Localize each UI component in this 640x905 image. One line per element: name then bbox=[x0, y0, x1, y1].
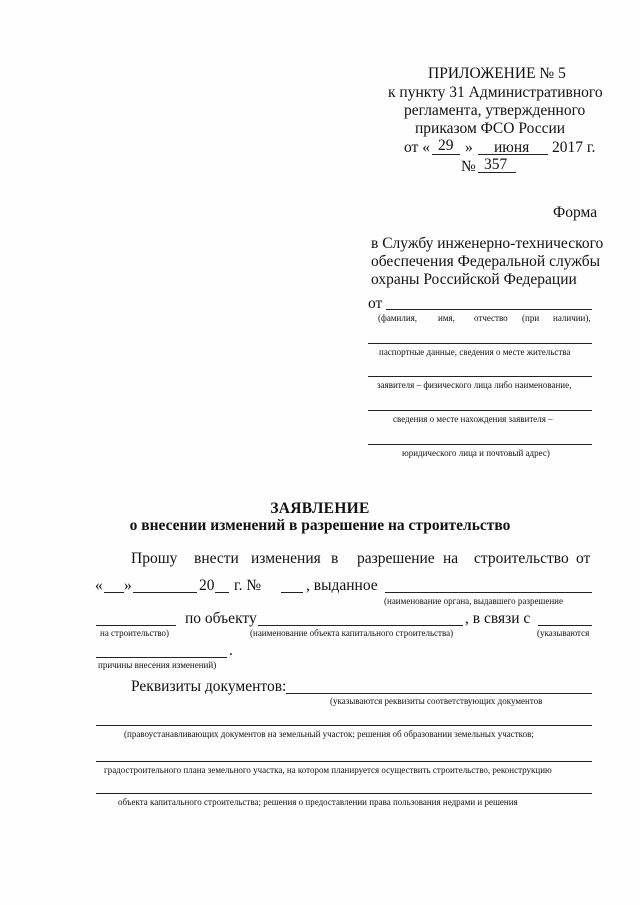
appendix-number: 357 bbox=[484, 156, 508, 173]
from-hint-2: паспортные данные, сведения о месте жительства bbox=[379, 347, 571, 357]
from-hint-1b: имя, bbox=[438, 313, 455, 323]
object-hint: (наименование объекта капитального строительства) bbox=[250, 628, 454, 638]
date-month-underline bbox=[478, 154, 548, 155]
from-hint-1e: наличии), bbox=[553, 313, 591, 323]
appendix-date-month: июня bbox=[494, 139, 530, 156]
reason-hint-continued: причины внесения изменений) bbox=[98, 660, 217, 670]
from-label: от bbox=[368, 295, 383, 312]
documents-hint-2: (правоустанавливающих документов на земельный участок; решения об образовании земельных участков; bbox=[124, 729, 534, 739]
documents-field-2[interactable] bbox=[96, 725, 592, 726]
from-hint-1c: отчество bbox=[474, 313, 508, 323]
appendix-date-day: 29 bbox=[438, 137, 454, 154]
statement-subtitle: о внесении изменений в разрешение на строительство bbox=[129, 517, 511, 534]
appendix-date-year: 2017 г. bbox=[552, 139, 596, 156]
appendix-date-mid: » bbox=[465, 139, 473, 156]
documents-hint-4: объекта капитального строительства; решения о предоставлении права пользования недрами и решения bbox=[118, 797, 518, 807]
form-label: Форма bbox=[553, 204, 598, 221]
request-word-2: внести bbox=[194, 550, 239, 567]
by-object-label: по объекту bbox=[185, 610, 257, 627]
year-prefix: 20 bbox=[199, 577, 215, 594]
issuer-field-continued[interactable] bbox=[96, 625, 176, 626]
year-suffix: г. № bbox=[234, 577, 262, 594]
addressee-line-1: в Службу инженерно-технического bbox=[371, 235, 604, 252]
from-line-2[interactable] bbox=[368, 343, 592, 344]
documents-field-4[interactable] bbox=[96, 793, 592, 794]
request-word-4: в bbox=[331, 550, 339, 567]
object-field[interactable] bbox=[258, 625, 463, 626]
number-underline bbox=[478, 172, 516, 173]
from-line-4[interactable] bbox=[368, 410, 592, 411]
permit-number-field[interactable] bbox=[281, 592, 303, 593]
period: . bbox=[229, 642, 233, 659]
documents-field-3[interactable] bbox=[96, 761, 592, 762]
appendix-title: ПРИЛОЖЕНИЕ № 5 bbox=[428, 65, 566, 82]
appendix-line-2: регламента, утвержденного bbox=[404, 102, 586, 119]
request-word-3: изменения bbox=[251, 550, 321, 567]
request-word-7: строительство bbox=[474, 550, 569, 567]
request-word-6: на bbox=[443, 550, 459, 567]
issuer-hint-continued: на строительство) bbox=[100, 628, 170, 638]
issuer-field[interactable] bbox=[385, 592, 592, 593]
from-hint-5: юридического лица и почтовый адрес) bbox=[402, 448, 550, 458]
reason-field-continued[interactable] bbox=[96, 657, 227, 658]
documents-field-1[interactable] bbox=[286, 693, 592, 694]
year-field[interactable] bbox=[215, 592, 229, 593]
from-line-1[interactable] bbox=[386, 309, 592, 310]
issuer-hint: (наименование органа, выдавшего разрешение bbox=[384, 596, 563, 606]
issued-label: , выданное bbox=[306, 577, 378, 594]
reason-hint: (указываются bbox=[537, 628, 590, 638]
in-connection-label: , в связи с bbox=[465, 610, 531, 627]
request-word-1: Прошу bbox=[131, 550, 178, 567]
appendix-date-prefix: от « bbox=[404, 139, 430, 156]
month-field[interactable] bbox=[133, 592, 197, 593]
from-hint-3: заявителя – физического лица либо наименование, bbox=[377, 380, 572, 390]
addressee-line-3: охраны Российской Федерации bbox=[371, 271, 577, 288]
request-word-5: разрешение bbox=[357, 550, 435, 567]
reason-field[interactable] bbox=[538, 625, 592, 626]
appendix-line-1: к пункту 31 Административного bbox=[388, 84, 603, 101]
documents-hint-1: (указываются реквизиты соответствующих документов bbox=[330, 696, 543, 706]
documents-label: Реквизиты документов: bbox=[131, 678, 287, 695]
appendix-line-3: приказом ФСО России bbox=[415, 120, 566, 137]
quote-open: « bbox=[95, 577, 103, 594]
appendix-number-prefix: № bbox=[461, 158, 476, 175]
from-line-3[interactable] bbox=[368, 376, 592, 377]
from-line-5[interactable] bbox=[368, 444, 592, 445]
documents-hint-3: градостроительного плана земельного участка, на котором планируется осуществить строительство, реконструкцию bbox=[104, 765, 552, 775]
request-word-8: от bbox=[576, 550, 591, 567]
from-hint-1a: (фамилия, bbox=[378, 313, 418, 323]
statement-title: ЗАЯВЛЕНИЕ bbox=[270, 500, 370, 517]
day-field[interactable] bbox=[104, 592, 124, 593]
quote-close: » bbox=[124, 577, 132, 594]
date-day-underline bbox=[432, 154, 460, 155]
addressee-line-2: обеспечения Федеральной службы bbox=[371, 253, 601, 270]
from-hint-1d: (при bbox=[522, 313, 540, 323]
from-hint-4: сведения о месте нахождения заявителя – bbox=[393, 414, 553, 424]
